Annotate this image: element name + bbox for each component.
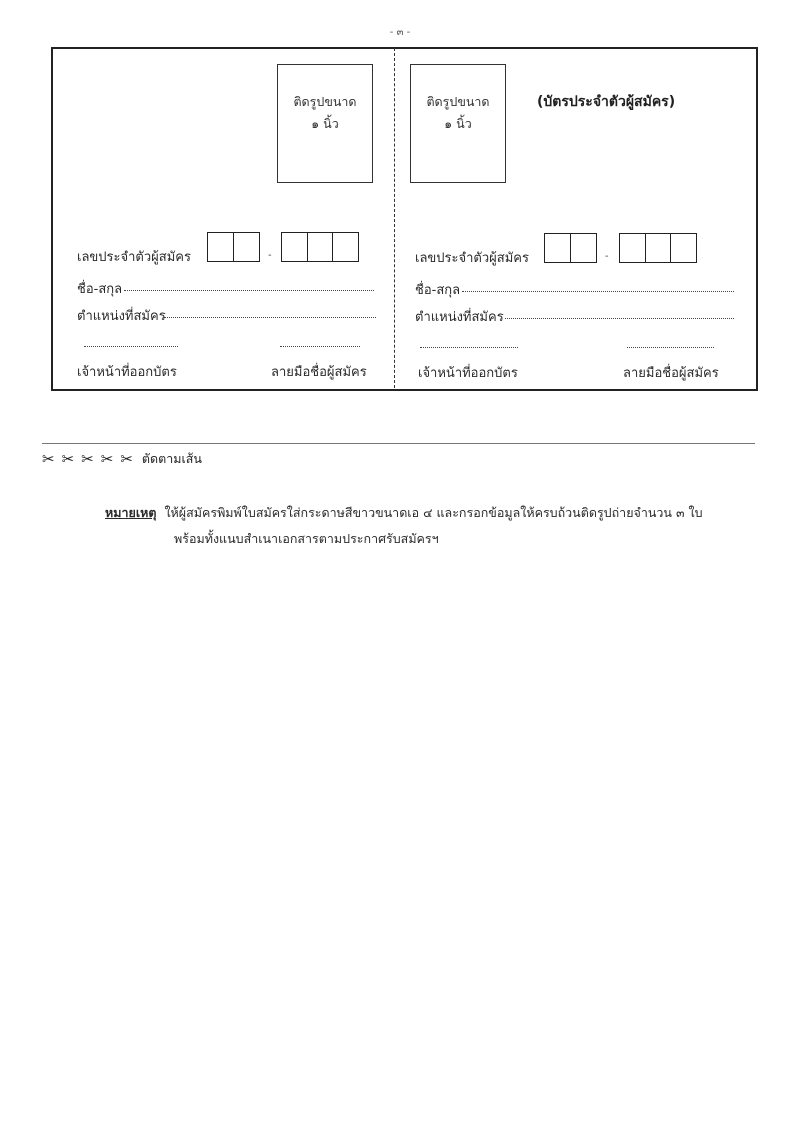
scissors-icon: ✂: [120, 450, 133, 468]
applicant-id-label-right: เลขประจำตัวผู้สมัคร: [415, 251, 529, 266]
note-line-2: พร้อมทั้งแนบสำเนาเอกสารตามประกาศรับสมัครฯ: [174, 531, 439, 546]
applicant-id-boxes-left-group2: [281, 232, 358, 262]
applicant-signature-line-left[interactable]: [280, 346, 360, 347]
issuer-signature-line-right[interactable]: [420, 347, 518, 348]
card-title: (บัตรประจำตัวผู้สมัคร): [537, 94, 676, 110]
name-label-right: ชื่อ-สกุล: [415, 283, 461, 298]
position-field-right[interactable]: [505, 318, 734, 319]
applicant-signature-label-right: ลายมือชื่อผู้สมัคร: [623, 366, 719, 381]
scissors-icon: ✂: [61, 450, 75, 468]
id-digit-box[interactable]: [332, 232, 359, 262]
photo-placeholder-right: [410, 64, 506, 183]
note-line-1: ให้ผู้สมัครพิมพ์ใบสมัครใส่กระดาษสีขาวขนาดเอ ๔ และกรอกข้อมูลให้ครบถ้วนติดรูปถ่ายจำนวน ๓ ใบ: [164, 505, 703, 520]
cut-line: [42, 443, 755, 444]
id-digit-box[interactable]: [207, 232, 234, 262]
scissors-icon: ✂: [42, 450, 55, 468]
applicant-signature-line-right[interactable]: [627, 347, 714, 348]
position-label-right: ตำแหน่งที่สมัคร: [415, 310, 504, 325]
id-dash-right: -: [605, 251, 609, 262]
name-field-right[interactable]: [462, 291, 734, 292]
cut-instructions: [42, 449, 202, 469]
id-dash-left: -: [268, 250, 272, 261]
photo-size-label: ติดรูปขนาด: [426, 94, 490, 109]
issuer-label-left: เจ้าหน้าที่ออกบัตร: [77, 365, 177, 380]
applicant-id-boxes-right-group1: [544, 233, 595, 263]
dashed-cut-divider: [394, 48, 395, 388]
id-digit-box[interactable]: [233, 232, 260, 262]
cut-along-line-text: ตัดตามเส้น: [141, 451, 202, 466]
id-digit-box[interactable]: [645, 233, 672, 263]
position-field-left[interactable]: [164, 317, 376, 318]
id-digit-box[interactable]: [619, 233, 646, 263]
applicant-signature-label-left: ลายมือชื่อผู้สมัคร: [271, 365, 367, 380]
photo-placeholder-left: [277, 64, 373, 183]
id-digit-box[interactable]: [544, 233, 571, 263]
note-label: หมายเหตุ: [105, 505, 157, 520]
id-digit-box[interactable]: [570, 233, 597, 263]
position-label-left: ตำแหน่งที่สมัคร: [77, 309, 166, 324]
photo-size-value: ๑ นิ้ว: [444, 116, 472, 131]
name-field-left[interactable]: [124, 290, 374, 291]
applicant-id-label-left: เลขประจำตัวผู้สมัคร: [77, 250, 191, 265]
issuer-label-right: เจ้าหน้าที่ออกบัตร: [418, 366, 518, 381]
id-digit-box[interactable]: [670, 233, 697, 263]
applicant-id-boxes-left-group1: [207, 232, 258, 262]
id-digit-box[interactable]: [307, 232, 334, 262]
photo-size-value: ๑ นิ้ว: [311, 116, 339, 131]
id-digit-box[interactable]: [281, 232, 308, 262]
applicant-id-boxes-right-group2: [619, 233, 696, 263]
name-label-left: ชื่อ-สกุล: [77, 282, 123, 297]
scissors-icon: ✂: [100, 450, 114, 468]
issuer-signature-line-left[interactable]: [84, 346, 178, 347]
page-number: - ๓ -: [389, 27, 411, 38]
photo-size-label: ติดรูปขนาด: [293, 94, 357, 109]
note-section: [105, 500, 765, 552]
scissors-icon: ✂: [81, 450, 94, 468]
